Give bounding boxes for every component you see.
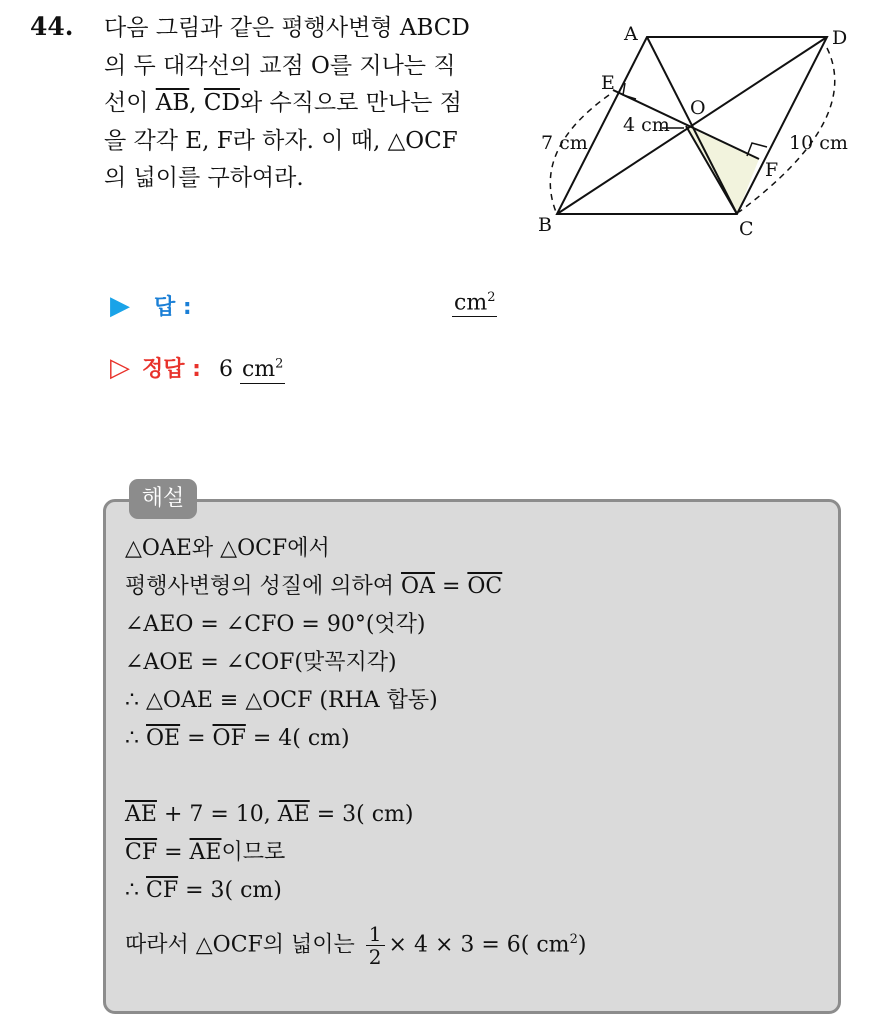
solution-line-7: [125, 796, 586, 834]
question-line-5: 의 넓이를 구하여라.: [104, 165, 304, 191]
diagonal-bd: [557, 37, 827, 214]
sol-l9-post: = 3( cm): [178, 878, 282, 903]
question-number: 44.: [30, 12, 74, 41]
sol-l2-pre: 평행사변형의 성질에 의하여: [125, 574, 402, 599]
answer-row: [110, 290, 192, 321]
label-4cm: 4 cm: [623, 114, 670, 136]
correct-value-unit: [240, 357, 285, 384]
answer-unit-exp: 2: [487, 290, 496, 305]
solution-line-9: [125, 872, 586, 910]
label-7cm: 7 cm: [541, 132, 588, 154]
correct-answer-label: 정답 :: [142, 357, 201, 382]
solution-gap: [125, 758, 586, 796]
sol-l6-eq: =: [180, 726, 213, 751]
parallelogram-figure: [525, 12, 875, 247]
segment-of: $\overline{OF}$: [212, 726, 246, 751]
sol-l10-pre: 따라서 △OCF의 넓이는: [125, 932, 362, 958]
solution-line-6: [125, 720, 586, 758]
question-line-3-start: 선이: [104, 90, 156, 116]
dashed-arc-cd: [739, 48, 835, 212]
correct-unit-exp: 2: [275, 356, 284, 372]
question-line-4: 을 각각 E, F라 하자. 이 때, △OCF: [104, 127, 458, 154]
segment-ae-1: $\overline{AE}$: [125, 802, 157, 827]
sol-l8-post: 이므로: [221, 840, 286, 865]
sol-l2-eq: =: [434, 574, 468, 599]
segment-cf-1: $\overline{CF}$: [125, 840, 158, 865]
sol-l10-post: × 4 × 3 = 6( cm: [388, 932, 570, 958]
answer-input-blank[interactable]: [452, 290, 497, 317]
solution-line-2: [125, 568, 586, 606]
label-o: O: [690, 97, 706, 119]
fraction-denominator: 2: [368, 944, 382, 969]
label-10cm: 10 cm: [789, 132, 848, 154]
solution-line-4: ∠AOE = ∠COF(맞꼭지각): [125, 650, 397, 675]
shaded-triangle-ocf: [686, 126, 759, 214]
fraction-numerator: 1: [366, 923, 385, 946]
question-line-1: 다음 그림과 같은 평행사변형 ABCD: [104, 15, 470, 41]
play-outline-icon: ▷: [110, 353, 130, 383]
solution-line-5: ∴ △OAE ≡ △OCF (RHA 합동): [125, 688, 438, 713]
correct-unit-text: cm: [241, 357, 276, 382]
sol-l7-post: = 3( cm): [309, 802, 414, 827]
fraction-one-half: [366, 923, 385, 968]
sol-l6-pre: ∴: [125, 726, 146, 751]
answer-unit: cm: [454, 290, 488, 316]
segment-cd: $\overline{CD}$: [203, 90, 240, 116]
correct-value-number: 6: [218, 357, 233, 382]
sol-l10-exp: 2: [569, 932, 578, 947]
segment-ae-3: $\overline{AE}$: [189, 840, 222, 865]
label-a: A: [624, 23, 638, 45]
question-line-2: 의 두 대각선의 교점 O를 지나는 직: [104, 52, 456, 79]
solution-line-10: [125, 910, 586, 970]
segment-oe: $\overline{OE}$: [146, 726, 181, 751]
sol-l6-post: = 4( cm): [245, 726, 350, 751]
segment-cf-2: $\overline{CF}$: [146, 878, 179, 903]
question-line-3-rest: 와 수직으로 만나는 점: [239, 90, 462, 116]
label-b: B: [538, 214, 552, 236]
solution-line-8: [125, 834, 586, 872]
correct-answer-row: [110, 352, 285, 383]
label-e: E: [601, 72, 615, 94]
question-line-3: [104, 85, 514, 123]
question-sep: ,: [189, 90, 204, 116]
label-c: C: [739, 218, 754, 240]
question-text: [104, 10, 514, 198]
sol-l9-pre: ∴: [125, 878, 146, 903]
segment-oc: $\overline{OC}$: [467, 574, 503, 599]
sol-l7-mid: + 7 = 10,: [156, 802, 278, 827]
solution-content: [125, 530, 586, 970]
sol-l8-eq: =: [157, 840, 190, 865]
solution-tag: 해설: [129, 479, 197, 519]
correct-answer-value: [219, 357, 285, 382]
answer-label: 답 :: [154, 295, 192, 320]
solution-line-3: ∠AEO = ∠CFO = 90°(엇각): [125, 612, 426, 637]
solution-line-1: △OAE와 △OCF에서: [125, 536, 330, 561]
play-icon: ▶: [110, 291, 130, 321]
segment-ae-2: $\overline{AE}$: [277, 802, 310, 827]
sol-l10-end: ): [577, 932, 587, 958]
label-d: D: [832, 27, 848, 49]
segment-ab: $\overline{AB}$: [155, 90, 190, 116]
segment-oa: $\overline{OA}$: [401, 574, 435, 599]
label-f: F: [765, 159, 779, 181]
